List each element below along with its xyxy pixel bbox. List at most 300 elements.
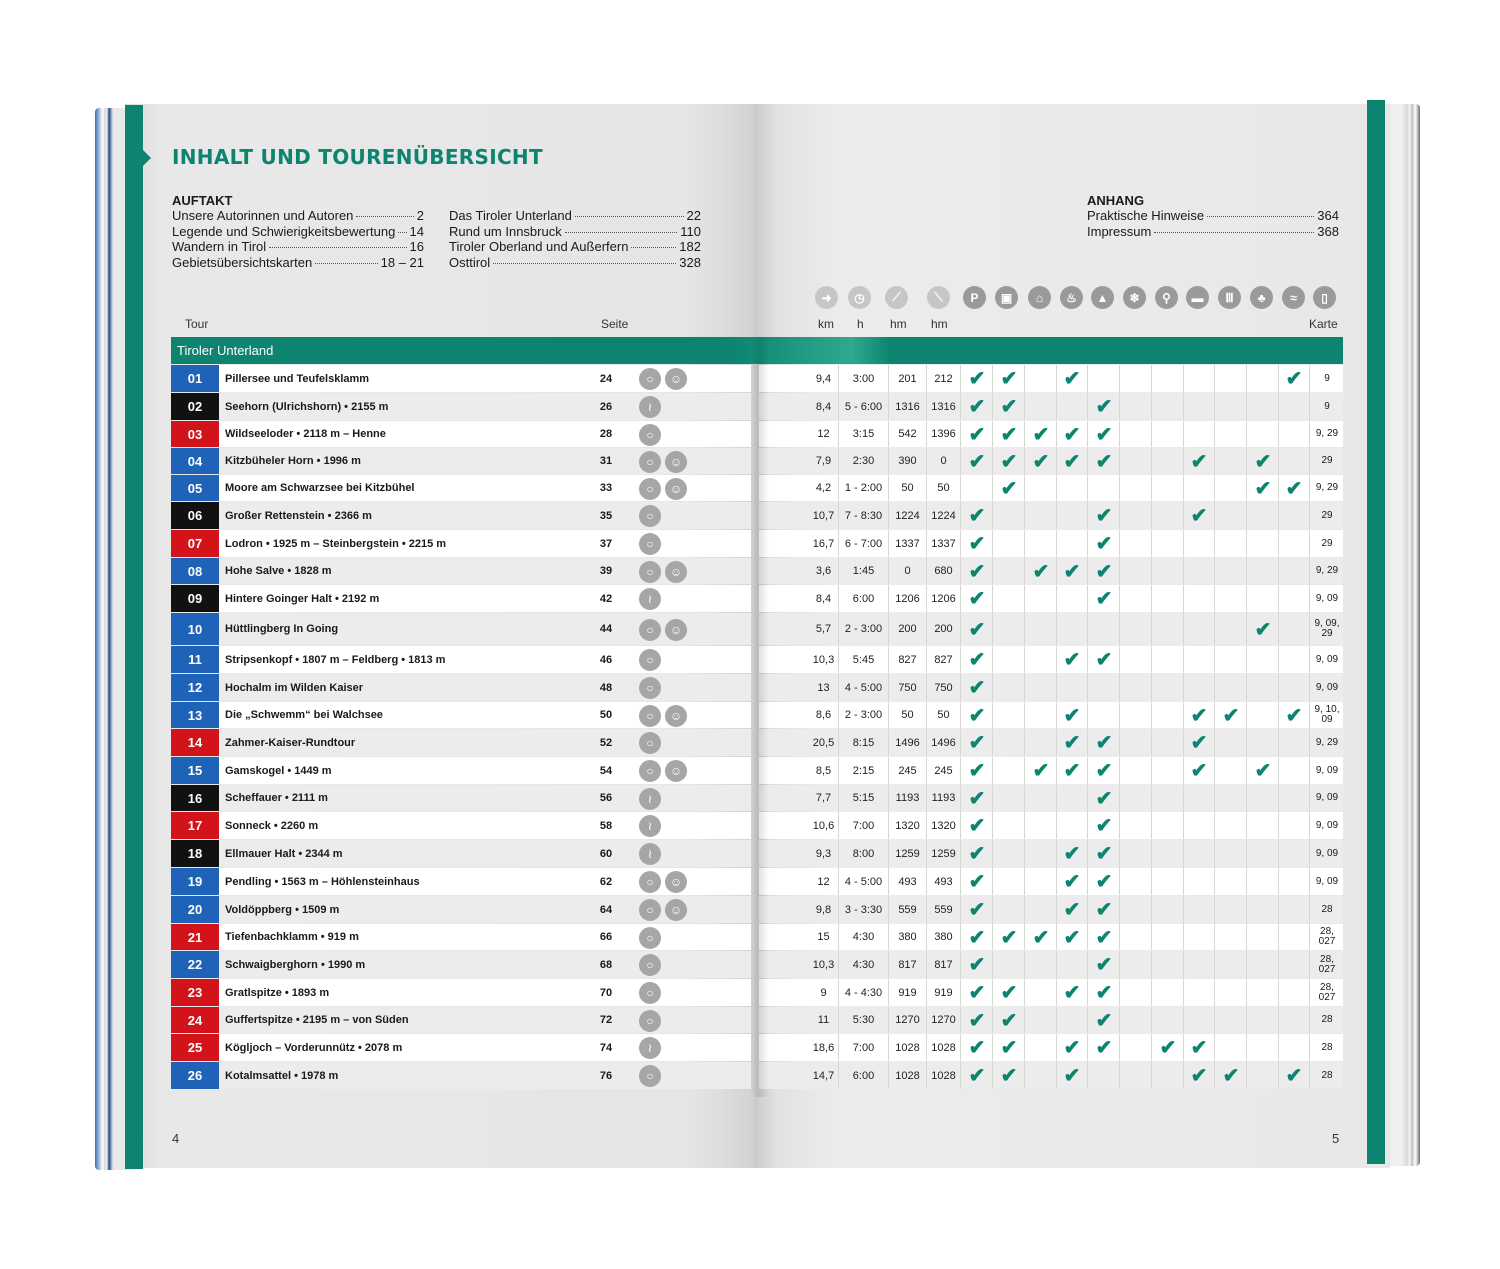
empty-cell — [1279, 448, 1310, 474]
checkmark-icon: ✔ — [962, 421, 993, 447]
tour-km: 10,3 — [809, 951, 839, 978]
tour-page: 35 — [599, 509, 613, 522]
empty-cell — [1216, 840, 1247, 867]
checkmark-icon: ✔ — [1248, 475, 1279, 501]
empty-cell — [1153, 896, 1184, 923]
empty-cell — [1184, 840, 1215, 867]
empty-cell — [1279, 924, 1310, 950]
tour-map: 29 — [1321, 537, 1333, 549]
empty-cell — [1057, 951, 1088, 978]
checkmark-icon: ✔ — [1089, 785, 1120, 811]
empty-cell — [994, 530, 1025, 557]
empty-cell — [994, 702, 1025, 728]
tour-name[interactable]: Lodron • 1925 m – Steinbergstein • 2215 m — [225, 537, 447, 550]
tour-km: 10,7 — [809, 502, 839, 529]
tour-name[interactable]: Tiefenbachklamm • 919 m — [225, 931, 359, 943]
empty-cell — [1153, 646, 1184, 673]
tour-descent: 212 — [927, 365, 961, 392]
checkmark-icon: ✔ — [962, 558, 993, 584]
empty-cell — [1279, 785, 1310, 811]
empty-cell — [1279, 757, 1310, 784]
empty-cell — [1026, 674, 1057, 701]
checkmark-icon: ✔ — [962, 812, 993, 839]
difficulty-icon: ○ — [639, 871, 661, 893]
toc-entry-label: Praktische Hinweise — [1087, 208, 1205, 223]
tour-duration: 4 - 5:00 — [839, 868, 889, 895]
checkmark-icon: ✔ — [1057, 896, 1088, 923]
tour-page: 44 — [599, 623, 613, 635]
tour-map: 28, 027 — [1318, 981, 1336, 1003]
tour-km: 10,6 — [809, 812, 839, 839]
checkmark-icon: ✔ — [1057, 924, 1088, 950]
tour-duration: 4:30 — [839, 924, 889, 950]
tour-number: 06 — [171, 502, 219, 529]
tour-name[interactable]: Guffertspitze • 2195 m – von Süden — [225, 1014, 409, 1026]
checkmark-icon: ✔ — [962, 702, 993, 728]
tour-km: 8,5 — [809, 757, 839, 784]
tour-duration: 1:45 — [839, 558, 889, 584]
toc-entry[interactable] — [1087, 224, 1339, 239]
hut-icon: ⌂ — [1028, 286, 1051, 309]
toc-entry[interactable] — [449, 224, 701, 239]
family-bear-icon: ☺ — [665, 705, 687, 727]
checkmark-icon: ✔ — [1057, 1062, 1088, 1089]
book-gutter — [751, 337, 769, 1097]
empty-cell — [1121, 785, 1152, 811]
checkmark-icon: ✔ — [962, 785, 993, 811]
tour-duration: 6:00 — [839, 585, 889, 612]
empty-cell — [994, 729, 1025, 756]
empty-cell — [1026, 530, 1057, 557]
tour-descent: 1270 — [927, 1007, 961, 1033]
empty-cell — [1121, 1062, 1152, 1089]
checkmark-icon: ✔ — [1057, 646, 1088, 673]
title-marker-icon — [143, 150, 151, 166]
tour-name[interactable]: Wildseeloder • 2118 m – Henne — [225, 428, 386, 440]
empty-cell — [1057, 785, 1088, 811]
empty-cell — [1121, 896, 1152, 923]
empty-cell — [1153, 812, 1184, 839]
tour-name[interactable]: Hohe Salve • 1828 m — [225, 565, 332, 577]
tour-ascent: 1193 — [889, 785, 927, 811]
empty-cell — [1216, 448, 1247, 474]
tour-number: 09 — [171, 585, 219, 612]
tour-duration: 7 - 8:30 — [839, 502, 889, 529]
checkmark-icon: ✔ — [1026, 421, 1057, 447]
region-title: Tiroler Unterland — [177, 343, 274, 358]
empty-cell — [994, 785, 1025, 811]
tour-map: 9, 29 — [1315, 482, 1339, 493]
empty-cell — [1153, 421, 1184, 447]
family-bear-icon: ☺ — [665, 760, 687, 782]
empty-cell — [1216, 674, 1247, 701]
checkmark-icon: ✔ — [962, 840, 993, 867]
empty-cell — [1248, 729, 1279, 756]
empty-cell — [1057, 502, 1088, 529]
tour-map: 28, 027 — [1318, 953, 1336, 975]
toc-entry-page: 16 — [409, 239, 424, 254]
empty-cell — [1279, 868, 1310, 895]
forest-icon: ♣ — [1250, 286, 1273, 309]
difficulty-icon: ≀ — [639, 843, 661, 865]
tour-number: 14 — [171, 729, 219, 756]
tour-name[interactable]: Großer Rettenstein • 2366 m — [225, 509, 372, 522]
empty-cell — [1216, 896, 1247, 923]
toc-entry-label: Wandern in Tirol — [172, 239, 267, 254]
tour-ascent: 50 — [889, 702, 927, 728]
empty-cell — [1121, 421, 1152, 447]
page-number-right: 5 — [1332, 1131, 1340, 1146]
toc-leader — [1207, 216, 1314, 217]
empty-cell — [1248, 979, 1279, 1006]
tour-name[interactable]: Kotalmsattel • 1978 m — [225, 1069, 339, 1082]
tour-duration: 4:30 — [839, 951, 889, 978]
checkmark-icon: ✔ — [1089, 729, 1120, 756]
checkmark-icon: ✔ — [1057, 1034, 1088, 1061]
tour-km: 20,5 — [809, 729, 839, 756]
empty-cell — [1216, 785, 1247, 811]
tour-page: 72 — [599, 1014, 613, 1026]
tour-descent: 1316 — [927, 393, 961, 420]
tour-km: 3,6 — [809, 558, 839, 584]
difficulty-icon: ○ — [639, 732, 661, 754]
tour-km: 9,3 — [809, 840, 839, 867]
signpost-icon: ➜ — [815, 286, 838, 309]
tour-ascent: 1320 — [889, 812, 927, 839]
tour-name[interactable]: Gratlspitze • 1893 m — [225, 986, 330, 999]
tour-ascent: 200 — [889, 613, 927, 645]
empty-cell — [1026, 840, 1057, 867]
tour-page: 60 — [599, 847, 613, 860]
tour-name[interactable]: Zahmer-Kaiser-Rundtour — [225, 736, 356, 749]
difficulty-icon: ○ — [639, 927, 661, 949]
tour-name[interactable]: Seehorn (Ulrichshorn) • 2155 m — [225, 400, 389, 413]
checkmark-icon: ✔ — [1089, 646, 1120, 673]
difficulty-icon: ≀ — [639, 396, 661, 418]
tour-km: 11 — [809, 1007, 839, 1033]
checkmark-icon: ✔ — [1089, 924, 1120, 950]
tour-ascent: 50 — [889, 475, 927, 501]
difficulty-icon: ○ — [639, 368, 661, 390]
empty-cell — [1026, 1062, 1057, 1089]
restaurant-icon: ♨ — [1060, 286, 1083, 309]
checkmark-icon: ✔ — [962, 365, 993, 392]
tour-ascent: 817 — [889, 951, 927, 978]
tour-page: 24 — [599, 372, 613, 385]
empty-cell — [1026, 585, 1057, 612]
empty-cell — [1153, 613, 1184, 645]
tour-ascent: 380 — [889, 924, 927, 950]
tour-page: 31 — [599, 455, 613, 467]
checkmark-icon: ✔ — [1184, 1062, 1215, 1089]
empty-cell — [1026, 502, 1057, 529]
empty-cell — [1121, 674, 1152, 701]
difficulty-icon: ≀ — [639, 815, 661, 837]
difficulty-icon: ○ — [639, 899, 661, 921]
tour-ascent: 493 — [889, 868, 927, 895]
tour-km: 4,2 — [809, 475, 839, 501]
tour-page: 37 — [599, 537, 613, 550]
tour-page: 68 — [599, 958, 613, 971]
empty-cell — [1248, 646, 1279, 673]
empty-cell — [1057, 585, 1088, 612]
empty-cell — [1184, 646, 1215, 673]
empty-cell — [1184, 785, 1215, 811]
empty-cell — [1184, 674, 1215, 701]
tour-number: 05 — [171, 475, 219, 501]
difficulty-icon: ○ — [639, 1065, 661, 1087]
empty-cell — [1121, 1034, 1152, 1061]
tour-descent: 380 — [927, 924, 961, 950]
checkmark-icon: ✔ — [1089, 868, 1120, 895]
tour-ascent: 559 — [889, 896, 927, 923]
empty-cell — [1216, 613, 1247, 645]
col-seite: Seite — [601, 317, 629, 331]
tour-duration: 7:00 — [839, 1034, 889, 1061]
tour-name[interactable]: Voldöppberg • 1509 m — [225, 903, 340, 916]
tour-ascent: 542 — [889, 421, 927, 447]
checkmark-icon: ✔ — [1057, 558, 1088, 584]
tour-map: 28 — [1321, 1041, 1333, 1053]
tour-name[interactable]: Hintere Goinger Halt • 2192 m — [225, 592, 380, 605]
difficulty-icon: ≀ — [639, 1037, 661, 1059]
tour-name[interactable]: Hochalm im Wilden Kaiser — [225, 681, 364, 694]
checkmark-icon: ✔ — [1089, 558, 1120, 584]
tour-ascent: 1028 — [889, 1034, 927, 1061]
tour-name[interactable]: Ellmauer Halt • 2344 m — [225, 847, 343, 860]
empty-cell — [1216, 812, 1247, 839]
tour-page: 26 — [599, 400, 613, 413]
empty-cell — [1216, 924, 1247, 950]
tour-map: 9, 09 — [1315, 764, 1339, 776]
empty-cell — [1026, 1034, 1057, 1061]
toc-entry[interactable] — [172, 224, 424, 239]
checkmark-icon: ✔ — [1184, 1034, 1215, 1061]
tour-map: 9 — [1324, 400, 1330, 412]
empty-cell — [994, 674, 1025, 701]
tour-name[interactable]: Gamskogel • 1449 m — [225, 764, 332, 777]
empty-cell — [1121, 585, 1152, 612]
tour-map: 9, 09 — [1315, 681, 1339, 693]
empty-cell — [1121, 840, 1152, 867]
toc-entry[interactable] — [172, 255, 424, 270]
tour-descent: 919 — [927, 979, 961, 1006]
empty-cell — [1153, 702, 1184, 728]
family-bear-icon: ☺ — [665, 451, 687, 473]
checkmark-icon: ✔ — [1279, 1062, 1310, 1089]
empty-cell — [1216, 502, 1247, 529]
empty-cell — [1216, 475, 1247, 501]
empty-cell — [1026, 475, 1057, 501]
toc-entry-label: Das Tiroler Unterland — [449, 208, 572, 223]
right-accent-stripe — [1367, 100, 1385, 1164]
tour-name[interactable]: Die „Schwemm“ bei Walchsee — [225, 709, 383, 721]
toc-leader — [1154, 232, 1314, 233]
empty-cell — [1184, 475, 1215, 501]
toc-leader — [565, 232, 678, 233]
empty-cell — [1216, 530, 1247, 557]
tour-name[interactable]: Stripsenkopf • 1807 m – Feldberg • 1813 m — [225, 653, 446, 666]
toc-entry-label: Tiroler Oberland und Außerfern — [449, 239, 629, 254]
toc-entry-label: Impressum — [1087, 223, 1152, 239]
tour-km: 9 — [809, 979, 839, 1006]
tour-name[interactable]: Moore am Schwarzsee bei Kitzbühel — [225, 482, 415, 494]
tour-name[interactable]: Kögljoch – Vorderunnütz • 2078 m — [225, 1041, 403, 1054]
tour-page: 39 — [599, 565, 613, 577]
difficulty-icon: ○ — [639, 533, 661, 555]
empty-cell — [1279, 979, 1310, 1006]
tour-number: 11 — [171, 646, 219, 673]
empty-cell — [1216, 421, 1247, 447]
empty-cell — [994, 558, 1025, 584]
empty-cell — [994, 502, 1025, 529]
empty-cell — [1153, 530, 1184, 557]
tour-descent: 200 — [927, 613, 961, 645]
difficulty-icon: ○ — [639, 451, 661, 473]
empty-cell — [1153, 674, 1184, 701]
tour-duration: 8:15 — [839, 729, 889, 756]
empty-cell — [1279, 530, 1310, 557]
toc-entry[interactable] — [449, 239, 701, 254]
empty-cell — [1057, 812, 1088, 839]
tour-duration: 6:00 — [839, 1062, 889, 1089]
tour-km: 16,7 — [809, 530, 839, 557]
empty-cell — [1121, 1007, 1152, 1033]
tour-name[interactable]: Kitzbüheler Horn • 1996 m — [225, 455, 361, 467]
tour-ascent: 1028 — [889, 1062, 927, 1089]
col-km: km — [818, 317, 834, 331]
empty-cell — [1248, 558, 1279, 584]
empty-cell — [1026, 896, 1057, 923]
toc-entry-page: 328 — [679, 254, 701, 270]
checkmark-icon: ✔ — [994, 924, 1025, 950]
tour-descent: 1028 — [927, 1062, 961, 1089]
tour-number: 03 — [171, 421, 219, 447]
empty-cell — [1184, 979, 1215, 1006]
tour-name[interactable]: Schwaigberghorn • 1990 m — [225, 958, 366, 971]
toc-leader — [398, 232, 406, 233]
empty-cell — [1184, 613, 1215, 645]
tour-km: 7,7 — [809, 785, 839, 811]
col-hm-down: hm — [931, 317, 948, 331]
empty-cell — [1121, 924, 1152, 950]
tour-map: 28 — [1321, 903, 1333, 915]
toc-entry[interactable] — [172, 208, 424, 223]
auftakt-heading: AUFTAKT — [172, 193, 233, 208]
tour-duration: 5 - 6:00 — [839, 393, 889, 420]
empty-cell — [1248, 812, 1279, 839]
empty-cell — [994, 585, 1025, 612]
checkmark-icon: ✔ — [1089, 448, 1120, 474]
toc-entry-label: Osttirol — [449, 254, 491, 270]
tour-name[interactable]: Pillersee und Teufelsklamm — [225, 372, 370, 385]
toc-leader — [356, 216, 413, 217]
empty-cell — [1153, 1062, 1184, 1089]
empty-cell — [1216, 393, 1247, 420]
tour-km: 7,9 — [809, 448, 839, 474]
page-title: INHALT UND TOURENÜBERSICHT — [172, 145, 543, 169]
empty-cell — [1026, 393, 1057, 420]
tour-name[interactable]: Scheffauer • 2111 m — [225, 792, 328, 804]
tour-map: 9, 29 — [1315, 565, 1339, 576]
empty-cell — [1184, 812, 1215, 839]
bus-icon: ▣ — [995, 286, 1018, 309]
empty-cell — [1279, 812, 1310, 839]
tour-km: 18,6 — [809, 1034, 839, 1061]
tour-name[interactable]: Hüttlingberg In Going — [225, 623, 339, 635]
tour-map: 9, 09 — [1315, 592, 1339, 604]
toc-entry[interactable] — [1087, 208, 1339, 223]
family-bear-icon: ☺ — [665, 899, 687, 921]
phone-icon: ▯ — [1313, 286, 1336, 309]
tour-ascent: 201 — [889, 365, 927, 392]
tour-km: 9,4 — [809, 365, 839, 392]
tour-page: 70 — [599, 986, 613, 999]
tour-duration: 4 - 5:00 — [839, 674, 889, 701]
col-karte: Karte — [1309, 317, 1338, 331]
empty-cell — [1248, 502, 1279, 529]
empty-cell — [1248, 585, 1279, 612]
tour-number: 22 — [171, 951, 219, 978]
tour-page: 54 — [599, 764, 613, 777]
checkmark-icon: ✔ — [1057, 840, 1088, 867]
checkmark-icon: ✔ — [994, 1062, 1025, 1089]
summit-icon: ▲ — [1091, 286, 1114, 309]
empty-cell — [1279, 1007, 1310, 1033]
empty-cell — [1279, 1034, 1310, 1061]
tour-page: 62 — [599, 875, 613, 888]
tour-km: 5,7 — [809, 613, 839, 645]
empty-cell — [1153, 951, 1184, 978]
checkmark-icon: ✔ — [1089, 757, 1120, 784]
tour-page: 52 — [599, 736, 613, 749]
tour-descent: 50 — [927, 702, 961, 728]
checkmark-icon: ✔ — [962, 924, 993, 950]
tour-page: 42 — [599, 592, 613, 605]
checkmark-icon: ✔ — [994, 448, 1025, 474]
toc-leader — [493, 263, 676, 264]
winter-icon: ❄ — [1123, 286, 1146, 309]
checkmark-icon: ✔ — [1057, 421, 1088, 447]
empty-cell — [1216, 979, 1247, 1006]
tour-number: 18 — [171, 840, 219, 867]
toc-entry[interactable] — [449, 208, 701, 223]
toc-entry[interactable] — [449, 255, 701, 270]
tour-duration: 2:30 — [839, 448, 889, 474]
empty-cell — [1184, 868, 1215, 895]
checkmark-icon: ✔ — [1089, 951, 1120, 978]
tour-name[interactable]: Pendling • 1563 m – Höhlensteinhaus — [225, 875, 420, 888]
toc-entry-page: 110 — [680, 223, 701, 239]
tour-km: 9,8 — [809, 896, 839, 923]
toc-entry-page: 182 — [679, 239, 701, 254]
empty-cell — [1184, 558, 1215, 584]
empty-cell — [1026, 868, 1057, 895]
checkmark-icon: ✔ — [962, 502, 993, 529]
checkmark-icon: ✔ — [1248, 757, 1279, 784]
tour-descent: 817 — [927, 951, 961, 978]
toc-entry[interactable] — [172, 239, 424, 254]
tour-name[interactable]: Sonneck • 2260 m — [225, 819, 319, 832]
tour-ascent: 1224 — [889, 502, 927, 529]
tour-km: 8,4 — [809, 393, 839, 420]
difficulty-icon: ○ — [639, 619, 661, 641]
tour-number: 15 — [171, 757, 219, 784]
empty-cell — [1216, 951, 1247, 978]
empty-cell — [1279, 421, 1310, 447]
empty-cell — [1184, 924, 1215, 950]
checkmark-icon: ✔ — [1184, 502, 1215, 529]
